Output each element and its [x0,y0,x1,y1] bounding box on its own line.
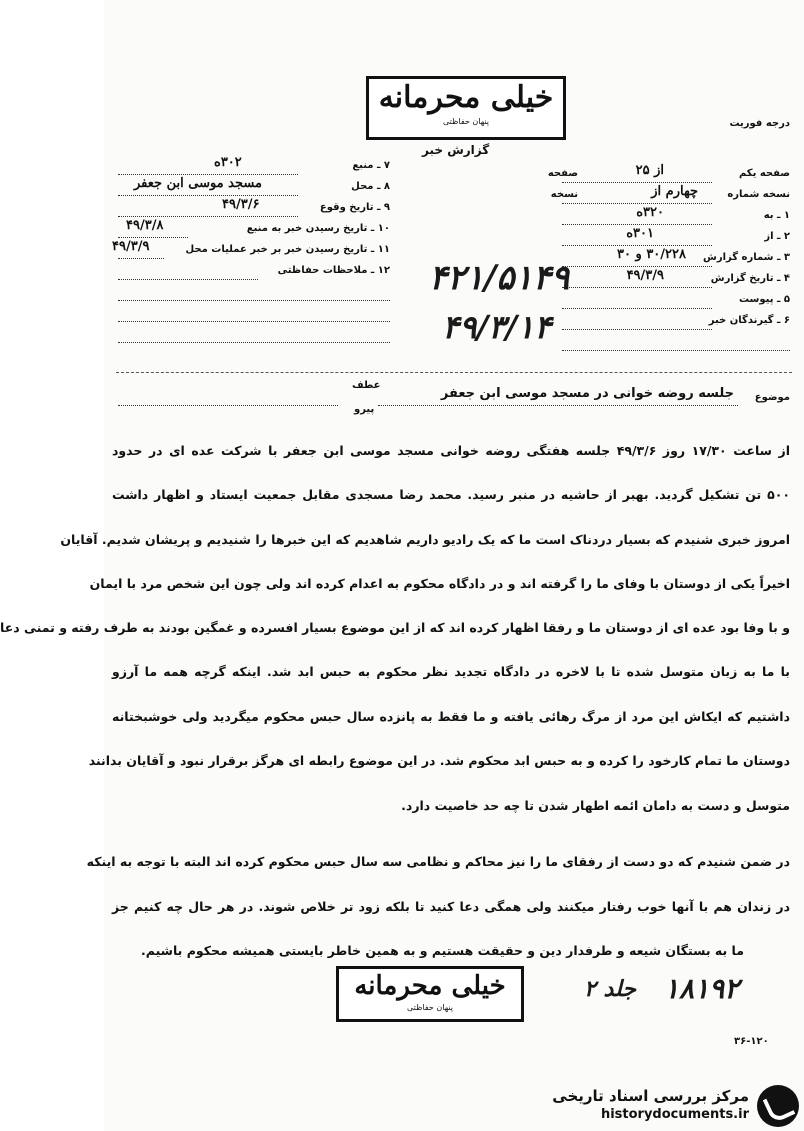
field-value-copy: چهارم از [651,184,698,199]
watermark-name: مرکز بررسی اسناد تاریخی [552,1087,749,1105]
watermark-logo [504,1085,799,1129]
field-label-page: صفحه یکم [738,168,790,179]
field-value-source: ۳۰۲ه [214,155,242,170]
field-value-page: از ۲۵ [635,163,664,178]
reference-sub-label: پیرو [354,404,375,415]
field-label-from: ۲ ـ از [764,231,790,242]
field-label-to: ۱ ـ به [763,210,790,221]
body-line: ۵۰۰ تن تشکیل گردید. بهبر از حاشیه در منبر رسید. محمد رضا مسجدی مقابل جمعیت ایستاد و اظهار داشت [112,487,790,502]
body-line: ما به بستگان شیعه و طرفدار دین و حقیقت هستیم و به همین خاطر بایستی همیشه محکوم باشیم. [141,943,744,958]
field-extra-copy: نسخه [550,189,578,200]
field-label-attachment: ۵ ـ پیوست [738,294,790,305]
stamp-sub-text: پنهان حفاظتی [442,117,490,126]
field-label-place: ۸ ـ محل [351,181,390,192]
body-line: با ما به زبان متوسل شده تا با لاخره در دادگاه تجدید نظر محکوم به حبس ابد شد. اینکه گرچه همه ما آرزو [112,664,790,679]
body-line: دوستان ما تمام کارخود را کرده و به حبس ابد محکوم شد. در این موضوع رابطه ای هرگز برقرار نبود و آقایان بدانند [88,753,790,768]
watermark-url: historydocuments.ir [600,1107,749,1122]
field-label-source: ۷ ـ منبع [352,160,390,171]
field-value-ops-received: ۴۹/۳/۹ [112,239,150,254]
handwritten-number: ۱۸۱۹۲ [664,972,740,1005]
archive-logo-icon [757,1085,799,1127]
body-line: متوسل و دست به دامان ائمه اطهار شدن تا چه حد خاصیت دارد. [401,798,790,813]
bottom-stamp-main-text: خیلی محرمانه [354,971,506,1001]
body-line: در ضمن شنیدم که دو دست از رفقای ما را نیز محاکم و نظامی سه سال حبس محکوم کرده اند البته با توجه به اینکه [86,854,790,869]
bottom-classification-stamp [336,966,524,1022]
handwritten-reference-code: ۴۲۱/۵۱۴۹ [429,258,570,298]
field-value-report-date: ۴۹/۳/۹ [626,268,664,283]
classification-stamp [366,76,566,140]
body-line: داشتیم که ایکاش این مرد از مرگ رهائی یافته و ما فقط به پانزده سال حبس محکوم میگردید ولی خوشبختانه [112,709,790,724]
field-label-source-received: ۱۰ ـ تاریخ رسیدن خبر به منبع [246,223,390,234]
stamp-main-text: خیلی محرمانه [378,80,554,115]
body-line: و با وفا بود عده ای از دوستان ما و رفقا اظهار کرده اند که از این موضوع بسیار افسرده و غمگین بودند به طرف رفته و تمنی دعا [0,620,790,635]
header-divider [116,372,792,373]
subject-label: موضوع [754,392,790,403]
body-line: در زندان هم با آنها خوب رفتار میکنند ولی همگی دعا کنید تا بلکه زود تر خلاص شوند. در هر حال چه کنیم جز [112,899,790,914]
field-value-event-date: ۴۹/۳/۶ [222,197,260,212]
field-extra-page: صفحه [547,168,578,179]
field-value-from: ۳۰۱ه [626,226,654,241]
handwritten-reference-date: ۴۹/۳/۱۴ [442,308,552,346]
body-line: امروز خبری شنیدم که بسیار دردناک است ما که یک رادیو داریم شاهدیم که این خبرها را شنیدیم و پریشان شدیم. آقایان [60,532,790,547]
field-label-recipients: ۶ ـ گیرندگان خبر [708,315,790,326]
subject-text: جلسه روضه خوانی در مسجد موسی ابن جعفر [440,386,734,401]
field-label-event-date: ۹ ـ تاریخ وقوع [319,202,390,213]
field-value-to: ۳۲۰ه [636,205,664,220]
field-value-source-received: ۴۹/۳/۸ [126,218,164,233]
field-label-security-notes: ۱۲ ـ ملاحظات حفاظتی [277,265,390,276]
urgency-label: درجه فوریت [729,118,790,129]
field-value-place: مسجد موسی ابن جعفر [134,176,262,191]
field-label-report-number: ۳ ـ شماره گزارش [703,252,790,263]
body-line: اخیراً یکی از دوستان با وفای ما را گرفته اند و در دادگاه محکوم به اعدام کرده اند ولی چون این شخص مرد با ایمان [89,576,790,591]
form-code: ۳۶-۱۲۰ [734,1036,769,1047]
handwritten-volume: جلد ۲ [584,976,636,1002]
report-title: گزارش خبر [422,143,490,157]
bottom-stamp-sub-text: پنهان حفاظتی [406,1003,454,1012]
field-label-ops-received: ۱۱ ـ تاریخ رسیدن خبر بر خبر عملیات محل [185,244,390,255]
field-label-report-date: ۴ ـ تاریخ گزارش [710,273,790,284]
field-value-report-number: ۳۰/۲۲۸ و ۳۰ [617,247,686,262]
body-line: از ساعت ۱۷/۳۰ روز ۴۹/۳/۶ جلسه هفتگی روضه خوانی مسجد موسی ابن جعفر با شرکت عده ای در حدود [112,443,790,458]
field-label-copy: نسخه شماره [727,189,790,200]
reference-label: عطف [352,380,381,391]
